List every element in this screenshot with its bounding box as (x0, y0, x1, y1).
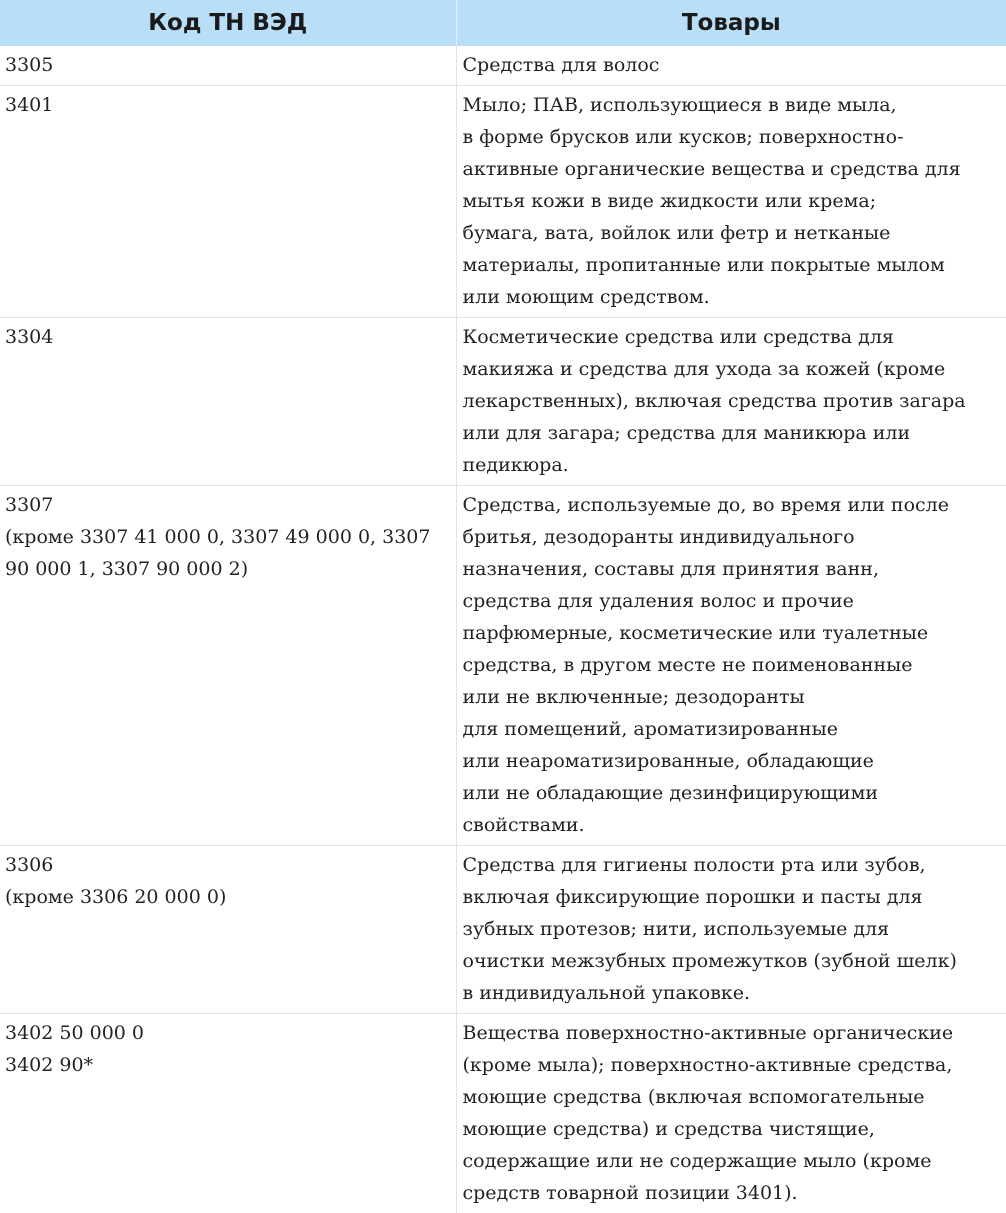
cell-code: 3304 (0, 318, 456, 486)
table-row (0, 1014, 1006, 1213)
header-goods: Товары (456, 0, 1006, 46)
header-row (0, 0, 1006, 46)
table-row (0, 46, 1006, 86)
cell-code: 3306 (кроме 3306 20 000 0) (0, 846, 456, 1014)
table-row (0, 318, 1006, 486)
cell-code: 3402 50 000 0 3402 90* (0, 1014, 456, 1213)
cell-goods: Средства для волос (456, 46, 1006, 86)
cell-goods: Вещества поверхностно-активные органические (кроме мыла); поверхностно-активные средства, моющие средства (включая вспомогательные моющие средства) и средства чистящие, содержащие или не содержащие мыло (кроме средств товарной позиции 3401). (456, 1014, 1006, 1213)
cell-code: 3401 (0, 86, 456, 318)
cell-goods: Средства, используемые до, во время или после бритья, дезодоранты индивидуального назначения, составы для принятия ванн, средства для удаления волос и прочие парфюмерные, косметические или туалетные средства, в другом месте не поименованные или не включенные; дезодоранты для помещений, ароматизированные или неароматизированные, обладающие или не обладающие дезинфицирующими свойствами. (456, 486, 1006, 846)
table-row (0, 486, 1006, 846)
table-body (0, 46, 1006, 1213)
table-row (0, 86, 1006, 318)
cell-code: 3307 (кроме 3307 41 000 0, 3307 49 000 0, 3307 90 000 1, 3307 90 000 2) (0, 486, 456, 846)
table-row (0, 846, 1006, 1014)
cell-goods: Средства для гигиены полости рта или зубов, включая фиксирующие порошки и пасты для зубных протезов; нити, используемые для очистки межзубных промежутков (зубной шелк) в индивидуальной упаковке. (456, 846, 1006, 1014)
cell-code: 3305 (0, 46, 456, 86)
cell-goods: Мыло; ПАВ, использующиеся в виде мыла, в форме брусков или кусков; поверхностно- активные органические вещества и средства для мытья кожи в виде жидкости или крема; бумага, вата, войлок или фетр и нетканые материалы, пропитанные или покрытые мылом или моющим средством. (456, 86, 1006, 318)
table-header (0, 0, 1006, 46)
cell-goods: Косметические средства или средства для макияжа и средства для ухода за кожей (кроме лекарственных), включая средства против загара или для загара; средства для маникюра или педикюра. (456, 318, 1006, 486)
header-code: Код ТН ВЭД (0, 0, 456, 46)
